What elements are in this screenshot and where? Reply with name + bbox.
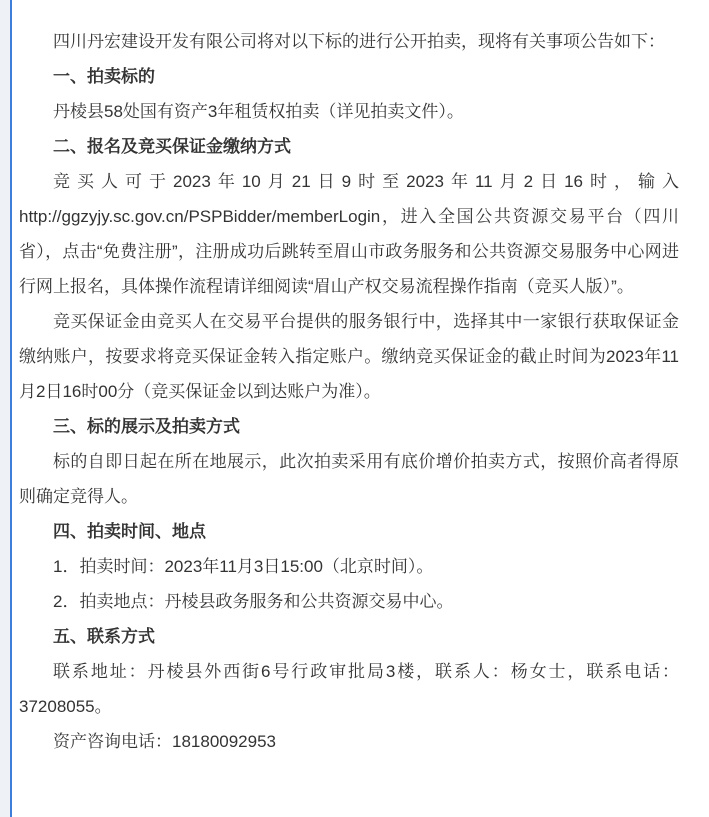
contact-paragraph: 联系地址：丹棱县外西街6号行政审批局3楼，联系人：杨女士，联系电话：37208055。 bbox=[19, 662, 679, 716]
section-3-heading: 三、标的展示及拍卖方式 bbox=[53, 417, 240, 436]
auction-subject-paragraph: 丹棱县58处国有资产3年租赁权拍卖（详见拍卖文件）。 bbox=[53, 102, 464, 121]
auction-place-item: 2．拍卖地点：丹棱县政务服务和公共资源交易中心。 bbox=[53, 592, 454, 611]
registration-text-after-url: ，进入全国公共资源交易平台（四川省），点击“免费注册”，注册成功后跳转至眉山市政务服务和公共资源交易服务中心网进行网上报名，具体操作流程请详细阅读“眉山产权交易流程操作指南（竞买人版）”。 bbox=[19, 207, 679, 296]
page-left-margin-strip bbox=[0, 0, 10, 817]
section-2-heading: 二、报名及竞买保证金缴纳方式 bbox=[53, 137, 291, 156]
auction-time-item: 1．拍卖时间：2023年11月3日15:00（北京时间）。 bbox=[53, 557, 434, 576]
section-4-heading: 四、拍卖时间、地点 bbox=[53, 522, 206, 541]
bidder-login-url: http://ggzyjy.sc.gov.cn/PSPBidder/memberLogin bbox=[19, 207, 381, 226]
announcement-document bbox=[12, 0, 709, 759]
registration-text-before-url: 竞买人可于2023年10月21日9时至2023年11月2日16时，输入 bbox=[53, 172, 679, 191]
registration-paragraph bbox=[19, 164, 679, 304]
display-method-paragraph: 标的自即日起在所在地展示，此次拍卖采用有底价增价拍卖方式，按照价高者得原则确定竞得人。 bbox=[19, 452, 679, 506]
section-1-heading: 一、拍卖标的 bbox=[53, 67, 155, 86]
section-5-heading: 五、联系方式 bbox=[53, 627, 155, 646]
consult-phone-paragraph: 资产咨询电话：18180092953 bbox=[53, 732, 277, 751]
deposit-paragraph: 竞买保证金由竞买人在交易平台提供的服务银行中，选择其中一家银行获取保证金缴纳账户，按要求将竞买保证金转入指定账户。缴纳竞买保证金的截止时间为2023年11月2日16时00分（竞买保证金以到达账户为准）。 bbox=[19, 312, 679, 401]
intro-paragraph: 四川丹宏建设开发有限公司将对以下标的进行公开拍卖，现将有关事项公告如下： bbox=[53, 32, 665, 51]
